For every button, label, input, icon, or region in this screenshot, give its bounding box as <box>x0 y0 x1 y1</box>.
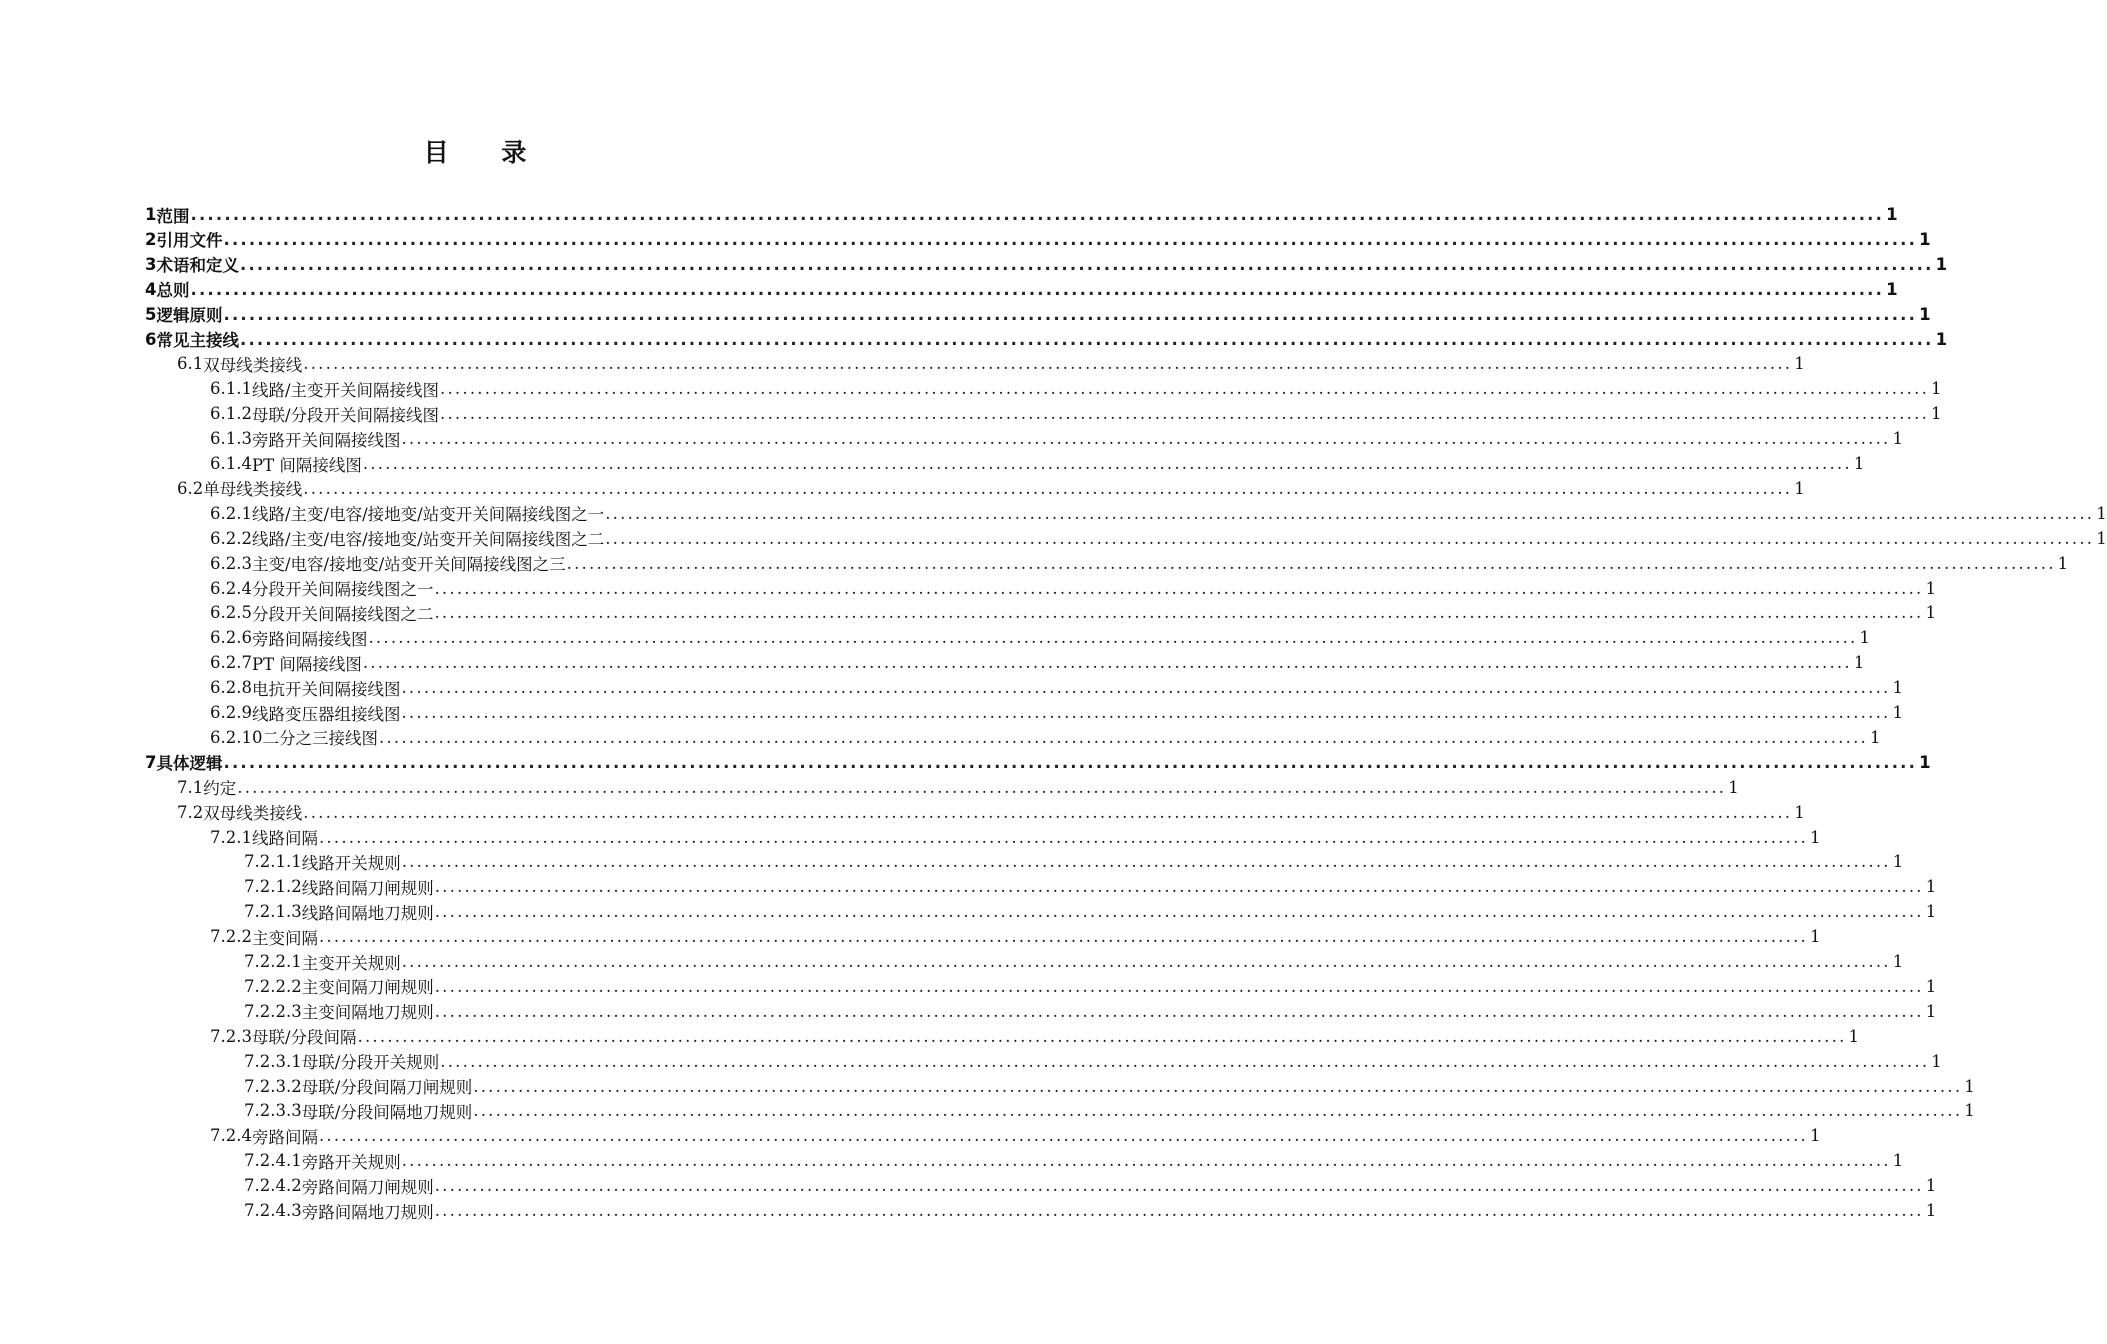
toc-entry[interactable] <box>177 351 1805 376</box>
toc-entry[interactable] <box>244 1049 1942 1074</box>
toc-leader-dots: ........................................................................................................................................................................................................ <box>303 478 1793 498</box>
toc-leader-dots: ........................................................................................................................................................................................................ <box>434 976 1924 996</box>
toc-entry-number: 7.2.2.3 <box>244 1001 302 1021</box>
toc-leader-dots: ........................................................................................................................................................................................................ <box>434 877 1924 897</box>
toc-page-number: 1 <box>1935 254 1948 274</box>
toc-entry[interactable] <box>210 700 1903 725</box>
toc-entry[interactable] <box>244 974 1937 999</box>
toc-leader-dots: ........................................................................................................................................................................................................ <box>605 528 2095 548</box>
toc-page-number: 1 <box>1892 703 1903 722</box>
toc-leader-dots: ........................................................................................................................................................................................................ <box>223 304 1918 324</box>
toc-entry-title: 电抗开关间隔接线图 <box>251 679 401 699</box>
toc-leader-dots: ........................................................................................................................................................................................................ <box>357 1026 1847 1046</box>
toc-entry[interactable] <box>177 800 1805 825</box>
toc-leader-dots: ........................................................................................................................................................................................................ <box>362 454 1852 473</box>
toc-entry-title: 总则 <box>156 281 190 301</box>
toc-leader-dots: ........................................................................................................................................................................................................ <box>473 1101 1963 1121</box>
toc-entry-number: 7.2.4 <box>210 1126 252 1146</box>
toc-entry-title: 主变/电容/接地变/站变开关间隔接线图之三 <box>251 555 566 575</box>
toc-entry-number: 7.2.4.2 <box>244 1176 302 1196</box>
toc-entry[interactable] <box>244 1074 1975 1099</box>
toc-page-number: 1 <box>1809 1126 1821 1146</box>
toc-entry[interactable] <box>177 476 1805 501</box>
toc-page-number: 1 <box>1869 727 1881 747</box>
toc-page-number: 1 <box>1728 777 1739 797</box>
toc-entry[interactable] <box>210 1024 1860 1049</box>
toc-entry[interactable] <box>244 874 1937 899</box>
toc-entry-number: 7.2.3.1 <box>244 1051 302 1071</box>
toc-entry-number: 6.2.2 <box>210 528 252 548</box>
toc-entry-title: 母联/分段开关间隔接线图 <box>251 405 440 425</box>
toc-page-number: 1 <box>1886 205 1898 224</box>
toc-entry[interactable] <box>145 227 1931 252</box>
toc-entry-number: 6.2.9 <box>210 703 252 722</box>
toc-leader-dots: ........................................................................................................................................................................................................ <box>190 279 1885 299</box>
toc-page-number: 1 <box>1892 852 1904 872</box>
toc-leader-dots: ........................................................................................................................................................................................................ <box>566 553 2056 573</box>
toc-entry[interactable] <box>210 501 2107 526</box>
toc-entry-title: 母联/分段间隔 <box>251 1028 357 1048</box>
toc-entry-number: 7.2.1.2 <box>244 877 302 897</box>
toc-page-number: 1 <box>1848 1026 1860 1046</box>
toc-entry-title: 旁路间隔地刀规则 <box>301 1202 434 1222</box>
toc-entry-title: 范围 <box>156 206 190 226</box>
toc-entry-title: 线路间隔地刀规则 <box>301 903 434 923</box>
toc-page-number: 1 <box>1925 1176 1937 1196</box>
toc-entry-number: 7 <box>145 752 157 772</box>
toc-page-number: 1 <box>2096 528 2107 548</box>
toc-entry[interactable] <box>145 252 1948 277</box>
toc-page-number: 1 <box>1892 952 1904 971</box>
toc-entry-number: 6.1.1 <box>210 379 252 399</box>
toc-page-number: 1 <box>1794 354 1805 374</box>
toc-entry[interactable] <box>145 327 1948 352</box>
toc-entry[interactable] <box>210 725 1881 750</box>
toc-entry-title: 分段开关间隔接线图之一 <box>251 580 434 599</box>
toc-leader-dots: ........................................................................................................................................................................................................ <box>401 678 1891 698</box>
toc-entry[interactable] <box>210 825 1821 850</box>
toc-entry-title: 引用文件 <box>156 231 223 251</box>
toc-page-number: 1 <box>2057 553 2069 573</box>
toc-page-number: 1 <box>1886 279 1898 299</box>
toc-entry-number: 6.2.6 <box>210 628 252 648</box>
toc-leader-dots: ........................................................................................................................................................................................................ <box>223 752 1918 772</box>
toc-leader-dots: ........................................................................................................................................................................................................ <box>434 603 1924 623</box>
toc-entry-title: 线路间隔刀闸规则 <box>301 878 434 898</box>
toc-page-number: 1 <box>1925 603 1936 623</box>
toc-leader-dots: ........................................................................................................................................................................................................ <box>303 354 1793 374</box>
toc-leader-dots: ........................................................................................................................................................................................................ <box>401 703 1891 722</box>
toc-entry-number: 6 <box>145 329 157 349</box>
toc-entry-number: 7.2.3.3 <box>244 1101 302 1121</box>
toc-leader-dots: ........................................................................................................................................................................................................ <box>378 727 1868 747</box>
toc-entry-number: 6.1.3 <box>210 429 252 449</box>
toc-entry[interactable] <box>244 849 1904 874</box>
toc-entry-title: 主变间隔地刀规则 <box>301 1003 434 1023</box>
toc-entry-number: 7.2.1 <box>210 827 252 847</box>
toc-page-number: 1 <box>1935 329 1948 349</box>
toc-page-number: 1 <box>1892 678 1903 698</box>
toc-entry-title: 旁路间隔刀闸规则 <box>301 1177 434 1197</box>
toc-leader-dots: ........................................................................................................................................................................................................ <box>239 329 1934 349</box>
toc-entry-title: 术语和定义 <box>156 256 239 276</box>
toc-leader-dots: ........................................................................................................................................................................................................ <box>318 1126 1808 1146</box>
toc-entry-title: 主变间隔 <box>251 928 318 948</box>
toc-entry[interactable] <box>210 1123 1821 1148</box>
toc-entry[interactable] <box>145 277 1898 302</box>
toc-page-number: 1 <box>1919 752 1931 772</box>
toc-entry-title: 二分之三接线图 <box>262 729 378 749</box>
toc-entry-title: 母联/分段间隔地刀规则 <box>301 1102 473 1122</box>
toc-leader-dots: ........................................................................................................................................................................................................ <box>223 229 1918 249</box>
toc-entry-title: 线路/主变/电容/接地变/站变开关间隔接线图之二 <box>251 530 605 550</box>
toc-page-number: 1 <box>1931 404 1942 424</box>
toc-entry[interactable] <box>210 451 1865 476</box>
toc-entry-number: 7.2.1.3 <box>244 902 302 922</box>
toc-entry-number: 4 <box>145 279 157 299</box>
toc-entry-number: 7.2.2.1 <box>244 952 302 971</box>
toc-entry-number: 6.1 <box>177 354 204 374</box>
toc-entry[interactable] <box>145 302 1931 327</box>
toc-entry[interactable] <box>244 1098 1975 1123</box>
toc-entry-title: 线路/主变开关间隔接线图 <box>251 380 440 400</box>
toc-leader-dots: ........................................................................................................................................................................................................ <box>362 653 1852 673</box>
toc-entry-title: PT 间隔接线图 <box>251 455 362 475</box>
toc-page-number: 1 <box>1964 1101 1975 1121</box>
toc-entry-title: 旁路间隔 <box>251 1127 318 1147</box>
toc-entry[interactable] <box>210 426 1903 451</box>
toc-entry-number: 6.2.4 <box>210 578 252 598</box>
toc-page-number: 1 <box>1859 628 1870 648</box>
toc-page-number: 1 <box>1853 454 1865 473</box>
toc-leader-dots: ........................................................................................................................................................................................................ <box>237 777 1727 797</box>
toc-entry-title: 具体逻辑 <box>156 754 223 774</box>
toc-entry-title: 旁路间隔接线图 <box>251 629 368 649</box>
toc-entry-title: 主变间隔刀闸规则 <box>301 978 434 998</box>
toc-entry-title: 线路开关规则 <box>301 853 401 873</box>
toc-entry-number: 6.1.4 <box>210 454 252 473</box>
toc-page-number: 1 <box>1925 877 1937 897</box>
toc-entry-number: 6.2.7 <box>210 653 252 673</box>
toc-leader-dots: ........................................................................................................................................................................................................ <box>401 1151 1891 1171</box>
toc-entry-number: 7.2.3 <box>210 1026 252 1046</box>
toc-leader-dots: ........................................................................................................................................................................................................ <box>434 902 1924 922</box>
toc-entry-number: 1 <box>145 205 157 224</box>
toc-page-number: 1 <box>1931 379 1942 399</box>
toc-entry-number: 7.2.4.1 <box>244 1151 302 1171</box>
toc-page-number: 1 <box>1925 976 1937 996</box>
toc-entry-number: 7.2.2.2 <box>244 976 302 996</box>
toc-entry-title: 双母线类接线 <box>203 804 303 824</box>
toc-entry-number: 7.1 <box>177 777 204 797</box>
toc-entry[interactable] <box>177 775 1739 800</box>
toc-entry-number: 5 <box>145 304 157 324</box>
toc-entry-number: 6.2.10 <box>210 727 263 747</box>
toc-entry-title: 约定 <box>203 779 237 799</box>
toc-page-number: 1 <box>1925 1201 1937 1220</box>
toc-page-number: 1 <box>1809 827 1821 847</box>
toc-page-number: 1 <box>1892 429 1903 449</box>
toc-leader-dots: ........................................................................................................................................................................................................ <box>473 1076 1963 1096</box>
toc-entry-number: 6.2.1 <box>210 503 252 523</box>
toc-entry[interactable] <box>244 899 1937 924</box>
toc-entry-number: 6.2.3 <box>210 553 252 573</box>
toc-page-number: 1 <box>1925 1001 1937 1021</box>
toc-entry-number: 7.2.1.1 <box>244 852 302 872</box>
toc-page-number: 1 <box>1919 229 1931 249</box>
toc-entry-number: 6.2.5 <box>210 603 252 623</box>
toc-entry[interactable] <box>244 949 1904 974</box>
page-title: 目 录 <box>423 138 549 167</box>
toc-page-number: 1 <box>1925 578 1936 598</box>
toc-page-number: 1 <box>1931 1051 1942 1071</box>
toc-leader-dots: ........................................................................................................................................................................................................ <box>434 1176 1924 1196</box>
toc-entry-title: 旁路开关规则 <box>301 1152 401 1172</box>
toc-leader-dots: ........................................................................................................................................................................................................ <box>318 927 1808 947</box>
toc-entry[interactable] <box>210 376 1942 401</box>
toc-entry-title: 母联/分段开关规则 <box>301 1053 440 1073</box>
toc-entry-number: 2 <box>145 229 157 249</box>
toc-entry-number: 6.1.2 <box>210 404 252 424</box>
toc-leader-dots: ........................................................................................................................................................................................................ <box>239 254 1934 274</box>
toc-entry-number: 7.2.2 <box>210 927 252 947</box>
toc-page-number: 1 <box>1794 478 1805 498</box>
toc-entry[interactable] <box>210 625 1870 650</box>
toc-entry[interactable] <box>244 1148 1904 1173</box>
toc-entry-number: 7.2 <box>177 802 204 822</box>
toc-page-number: 1 <box>1925 902 1937 922</box>
toc-entry-title: 线路变压器组接线图 <box>251 704 401 724</box>
toc-entry[interactable] <box>210 526 2107 551</box>
toc-entry[interactable] <box>210 600 1936 625</box>
toc-entry[interactable] <box>210 551 2069 576</box>
toc-leader-dots: ........................................................................................................................................................................................................ <box>368 628 1858 648</box>
toc-leader-dots: ........................................................................................................................................................................................................ <box>434 1001 1924 1021</box>
toc-entry-title: 逻辑原则 <box>156 306 223 326</box>
toc-page-number: 1 <box>2096 503 2107 523</box>
toc-entry[interactable] <box>210 924 1821 949</box>
toc-entry[interactable] <box>244 999 1937 1024</box>
toc-leader-dots: ........................................................................................................................................................................................................ <box>434 1201 1924 1220</box>
toc-entry[interactable] <box>145 202 1898 227</box>
toc-leader-dots: ........................................................................................................................................................................................................ <box>303 802 1793 822</box>
toc-entry[interactable] <box>210 675 1903 700</box>
toc-entry-title: 单母线类接线 <box>203 480 303 500</box>
toc-entry-number: 7.2.4.3 <box>244 1201 302 1220</box>
toc-leader-dots: ........................................................................................................................................................................................................ <box>434 578 1924 598</box>
toc-entry[interactable] <box>244 1173 1937 1198</box>
toc-entry-number: 6.2.8 <box>210 678 252 698</box>
toc-entry[interactable] <box>210 650 1865 675</box>
toc-leader-dots: ........................................................................................................................................................................................................ <box>440 404 1930 424</box>
toc-entry-title: 旁路开关间隔接线图 <box>251 430 401 450</box>
toc-leader-dots: ........................................................................................................................................................................................................ <box>440 1051 1930 1071</box>
toc-page-number: 1 <box>1809 927 1821 947</box>
toc-entry-title: 线路/主变/电容/接地变/站变开关间隔接线图之一 <box>251 505 605 525</box>
toc-entry-title: 分段开关间隔接线图之二 <box>251 604 434 624</box>
toc-page-number: 1 <box>1892 1151 1904 1171</box>
toc-leader-dots: ........................................................................................................................................................................................................ <box>401 852 1891 872</box>
toc-entry-number: 6.2 <box>177 478 204 498</box>
toc-leader-dots: ........................................................................................................................................................................................................ <box>401 952 1891 971</box>
toc-entry-title: 母联/分段间隔刀闸规则 <box>301 1078 473 1097</box>
toc-entry-number: 3 <box>145 254 157 274</box>
toc-page-number: 1 <box>1853 653 1865 673</box>
toc-entry[interactable] <box>145 750 1931 775</box>
toc-entry[interactable] <box>210 576 1936 601</box>
toc-page-number: 1 <box>1919 304 1931 324</box>
toc-leader-dots: ........................................................................................................................................................................................................ <box>605 503 2095 523</box>
toc-entry-title: 线路间隔 <box>251 829 318 848</box>
toc-entry-title: 主变开关规则 <box>301 953 401 973</box>
toc-leader-dots: ........................................................................................................................................................................................................ <box>440 379 1930 399</box>
toc-leader-dots: ........................................................................................................................................................................................................ <box>318 827 1808 847</box>
toc-entry[interactable] <box>244 1198 1937 1223</box>
toc-page-number: 1 <box>1794 802 1805 822</box>
toc-leader-dots: ........................................................................................................................................................................................................ <box>401 429 1891 449</box>
toc-leader-dots: ........................................................................................................................................................................................................ <box>190 205 1885 224</box>
toc-entry-title: 双母线类接线 <box>203 355 303 375</box>
toc-entry[interactable] <box>210 401 1942 426</box>
toc-page-number: 1 <box>1964 1076 1975 1096</box>
toc-entry-number: 7.2.3.2 <box>244 1076 302 1096</box>
toc-entry-title: 常见主接线 <box>156 331 239 350</box>
toc-entry-title: PT 间隔接线图 <box>251 654 362 674</box>
